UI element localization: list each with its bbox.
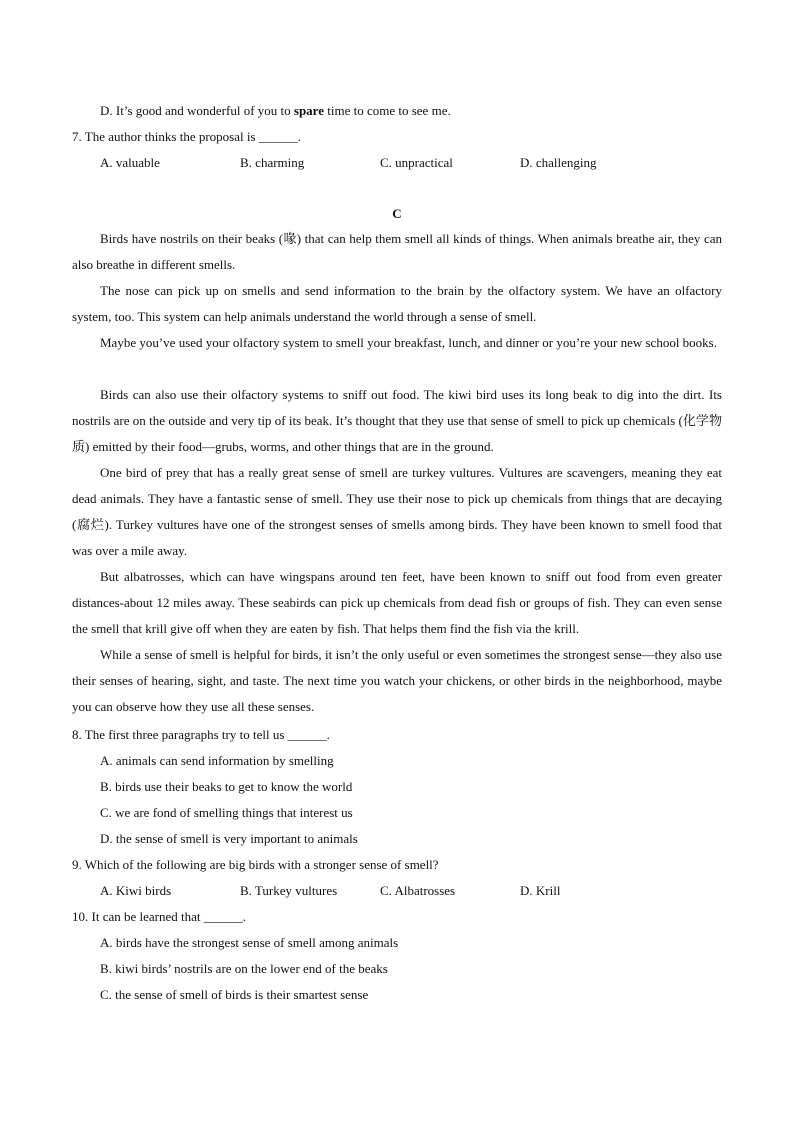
q10-stem: 10. It can be learned that ______. [72,909,246,924]
passage-paragraph-6: But albatrosses, which can have wingspans around ten feet, have been known to sniff out food from even greater distances-about 12 miles away. These seabirds can pick up chemicals from dead fish or groups of fish. They can even sense the smell that krill give off when they are eaten by fish. That helps them find the fish via the krill. [72,569,722,636]
q9-option-a: A. Kiwi birds [100,883,172,898]
passage-paragraph-4: Birds can also use their olfactory systems to sniff out food. The kiwi bird uses its long beak to dig into the dirt. Its nostrils are on the outside and very tip of its beak. It’s thought that they use that sense of smell to pick up chemicals (化学物质) emitted by their food—grubs, worms, and other things that are in the ground. [72,387,722,454]
passage-paragraph-2: The nose can pick up on smells and send information to the brain by the olfactory system. We have an olfactory system, too. This system can help animals understand the world through a sense of smell. [72,283,722,324]
passage-paragraph-3: Maybe you’ve used your olfactory system to smell your breakfast, lunch, and dinner or you’re your new school books. [100,335,717,350]
q10-option-b: B. kiwi birds’ nostrils are on the lower end of the beaks [100,961,388,976]
passage-paragraph-7: While a sense of smell is helpful for birds, it isn’t the only useful or even sometimes the strongest sense—they also use their senses of hearing, sight, and taste. The next time you watch your chickens, or other birds in the neighborhood, maybe you can observe how they use all these senses. [72,647,722,714]
passage-paragraph-5: One bird of prey that has a really great sense of smell are turkey vultures. Vultures are scavengers, meaning they eat dead animals. They have a fantastic sense of smell. They use their nose to pick up chemicals from things that are decaying (腐烂). Turkey vultures have one of the strongest senses of smells among birds. They have been known to smell food that was over a mile away. [72,465,722,558]
q10-option-c: C. the sense of smell of birds is their smartest sense [100,987,369,1002]
q8-stem: 8. The first three paragraphs try to tell us ______. [72,727,330,742]
section-heading: C [392,206,402,221]
q8-option-a: A. animals can send information by smelling [100,753,334,768]
q9-stem: 9. Which of the following are big birds with a stronger sense of smell? [72,857,439,872]
q6-option-d-text-end: time to come to see me. [324,103,451,118]
q7-option-a: A. valuable [100,155,160,170]
q8-option-b: B. birds use their beaks to get to know the world [100,779,353,794]
q9-option-d: D. Krill [520,883,561,898]
q7-option-d: D. challenging [520,155,597,170]
q6-option-d-bold-word: spare [293,103,324,118]
q9-option-b: B. Turkey vultures [240,883,338,898]
q9-option-c: C. Albatrosses [380,883,456,898]
q6-option-d-text: D. It’s good and wonderful of you to [100,103,294,118]
q7-option-b: B. charming [240,155,305,170]
q10-option-a: A. birds have the strongest sense of smell among animals [100,935,399,950]
passage-paragraph-1: Birds have nostrils on their beaks (喙) that can help them smell all kinds of things. When animals breathe air, they can also breathe in different smells. [72,231,722,272]
q7-stem: 7. The author thinks the proposal is ______. [72,129,302,144]
q8-option-c: C. we are fond of smelling things that interest us [100,805,353,820]
q6-option-d [100,103,451,119]
q8-option-d: D. the sense of smell is very important to animals [100,831,358,846]
q7-option-c: C. unpractical [380,155,453,170]
